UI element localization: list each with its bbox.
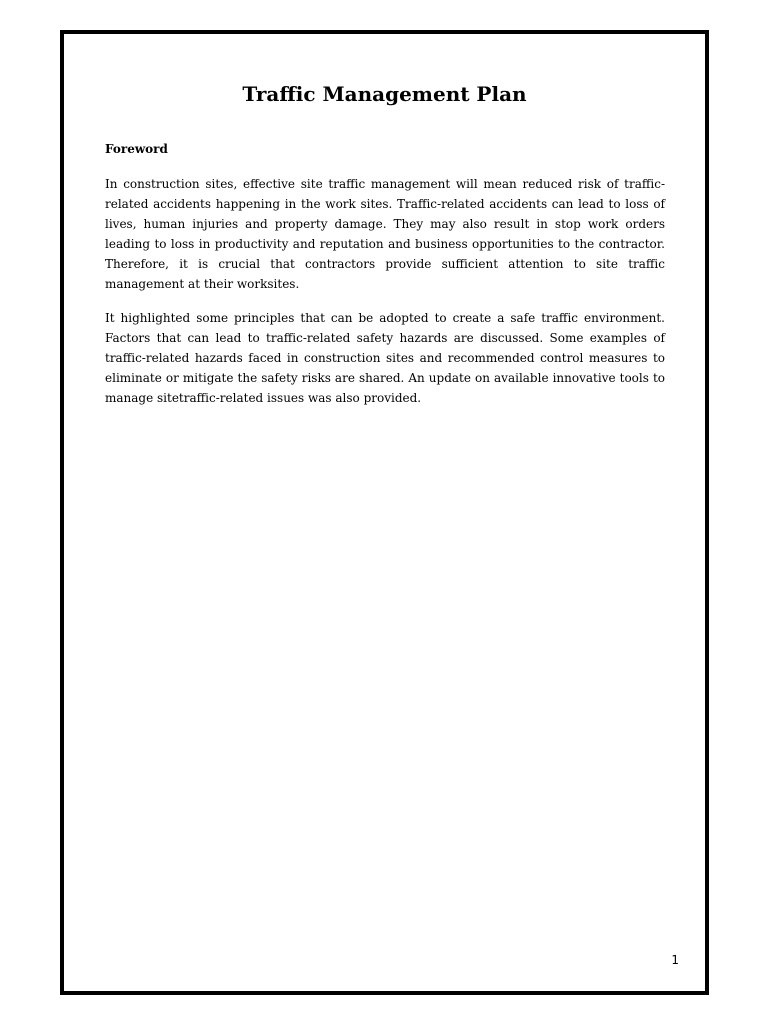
paragraph-1: In construction sites, effective site traffic management will mean reduced risk of traffic-related accidents happening in the work sites. Traffic-related accidents can lead to loss of lives, human injuries and property damage. They may also result in stop work orders leading to loss in productivity and reputation and business opportunities to the contractor. Therefore, it is crucial that contractors provide sufficient attention to site traffic management at their worksites. xyxy=(105,177,665,291)
page-number: 1 xyxy=(671,953,679,967)
section-heading-foreword: Foreword xyxy=(105,142,168,156)
document-title: Traffic Management Plan xyxy=(242,82,527,106)
paragraph-2: It highlighted some principles that can be adopted to create a safe traffic environment. Factors that can lead to traffic-related safety hazards are discussed. Some examples of traffic-related hazards faced in construction sites and recommended control measures to eliminate or mitigate the safety risks are shared. An update on available innovative tools to manage sitetraffic-related issues was also provided. xyxy=(105,311,665,405)
page-border-frame xyxy=(60,30,709,995)
